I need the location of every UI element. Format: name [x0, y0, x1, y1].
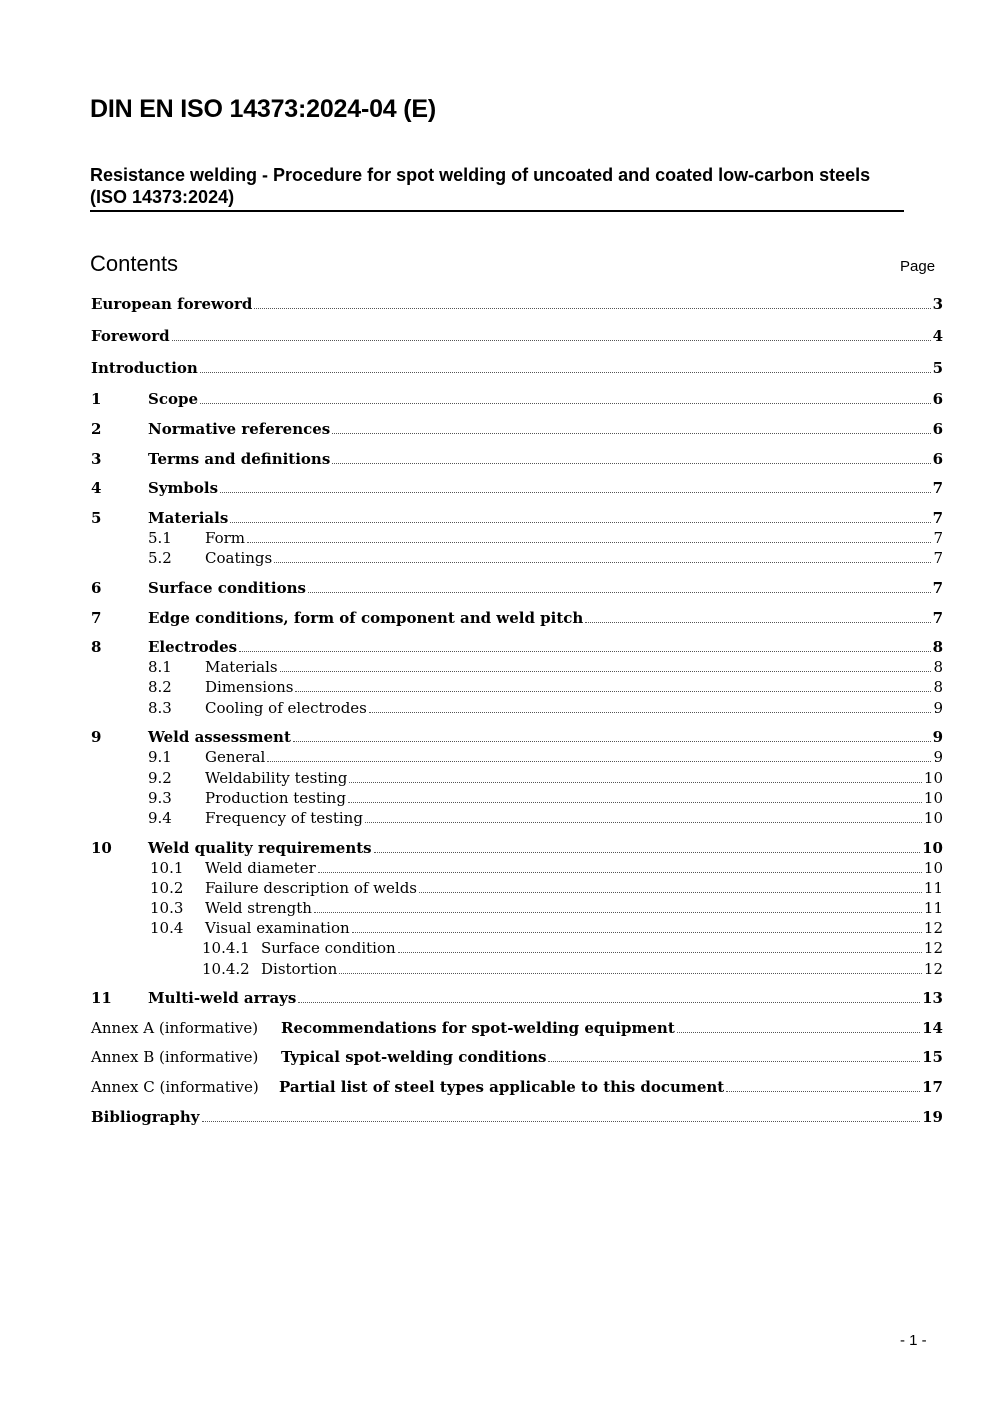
- toc-entry[interactable]: [0, 1018, 992, 1038]
- toc-entry-number: 9: [91, 728, 102, 746]
- toc-leader-dots: [172, 340, 931, 341]
- toc-entry-title: Surface conditions: [148, 579, 306, 597]
- toc-entry-page: 9: [933, 748, 943, 766]
- toc-entry-number: 9.4: [148, 809, 172, 827]
- toc-entry-page: 7: [933, 549, 943, 567]
- toc-entry-title: Weld strength: [205, 899, 312, 917]
- toc-entry-number: 1: [91, 390, 102, 408]
- toc-entry[interactable]: [0, 878, 992, 898]
- toc-entry-title: Materials: [205, 658, 278, 676]
- toc-entry-title: European foreword: [91, 295, 253, 313]
- toc-leader-dots: [254, 308, 930, 309]
- toc-entry-page: 8: [933, 658, 943, 676]
- toc-entry[interactable]: [0, 918, 992, 938]
- toc-entry-title: Materials: [148, 509, 229, 527]
- toc-entry[interactable]: [0, 677, 992, 697]
- toc-entry-page: 8: [932, 638, 943, 656]
- toc-leader-dots: [220, 492, 931, 493]
- toc-entry[interactable]: [0, 858, 992, 878]
- toc-entry-page: 12: [923, 919, 943, 937]
- toc-entry-title: Terms and definitions: [148, 450, 331, 468]
- toc-entry-page: 6: [932, 420, 943, 438]
- toc-leader-dots: [318, 872, 922, 873]
- toc-leader-dots: [293, 741, 931, 742]
- toc-entry-title: Scope: [148, 390, 199, 408]
- toc-entry-page: 6: [932, 450, 943, 468]
- toc-entry-page: 7: [932, 479, 943, 497]
- toc-entry-page: 15: [922, 1048, 943, 1066]
- toc-entry[interactable]: [0, 449, 992, 469]
- toc-entry[interactable]: [0, 1077, 992, 1097]
- toc-entry-title: Surface condition: [261, 939, 396, 957]
- toc-entry[interactable]: [0, 657, 992, 677]
- toc-entry-number: Annex C (informative): [91, 1078, 259, 1096]
- toc-entry-page: 17: [922, 1078, 943, 1096]
- toc-entry-number: Annex A (informative): [91, 1019, 259, 1037]
- toc-leader-dots: [585, 622, 930, 623]
- toc-leader-dots: [332, 433, 930, 434]
- toc-entry[interactable]: [0, 528, 992, 548]
- toc-entry-title: Symbols: [148, 479, 219, 497]
- page-number: - 1 -: [900, 1332, 927, 1349]
- toc-entry[interactable]: [0, 808, 992, 828]
- toc-leader-dots: [274, 562, 931, 563]
- toc-entry-page: 10: [923, 769, 943, 787]
- toc-entry-page: 4: [932, 327, 943, 345]
- toc-entry-title: Introduction: [91, 359, 198, 377]
- toc-entry-number: 9.2: [148, 769, 172, 787]
- toc-entry[interactable]: [0, 608, 992, 628]
- toc-entry-page: 13: [922, 989, 943, 1007]
- toc-entry-number: 8.2: [148, 678, 172, 696]
- toc-entry-title: Dimensions: [205, 678, 294, 696]
- toc-entry-page: 5: [932, 359, 943, 377]
- toc-entry-page: 7: [932, 509, 943, 527]
- toc-entry-title: Partial list of steel types applicable to this document: [279, 1078, 725, 1096]
- toc-entry[interactable]: [0, 578, 992, 598]
- toc-entry-title: Edge conditions, form of component and weld pitch: [148, 609, 584, 627]
- toc-entry-title: Frequency of testing: [205, 809, 363, 827]
- toc-entry-page: 7: [932, 579, 943, 597]
- toc-entry-title: Distortion: [261, 960, 338, 978]
- toc-leader-dots: [230, 522, 930, 523]
- toc-entry[interactable]: [0, 389, 992, 409]
- toc-entry-page: 7: [932, 609, 943, 627]
- toc-entry-title: Foreword: [91, 327, 170, 345]
- toc-entry-number: 10.4: [150, 919, 184, 937]
- toc-leader-dots: [398, 952, 922, 953]
- toc-leader-dots: [200, 372, 931, 373]
- toc-entry-page: 10: [922, 839, 943, 857]
- toc-leader-dots: [295, 691, 931, 692]
- document-subtitle: Resistance welding - Procedure for spot welding of uncoated and coated low-carbon steels (ISO 14373:2024): [90, 164, 904, 212]
- toc-entry[interactable]: [0, 938, 992, 958]
- toc-leader-dots: [314, 912, 922, 913]
- toc-entry-title: Normative references: [148, 420, 331, 438]
- toc-entry[interactable]: [0, 326, 992, 346]
- toc-entry-number: 3: [91, 450, 102, 468]
- toc-entry-title: Form: [205, 529, 246, 547]
- toc-entry-number: 9.3: [148, 789, 172, 807]
- toc-entry-title: Failure description of welds: [205, 879, 417, 897]
- toc-entry[interactable]: [0, 898, 992, 918]
- toc-entry-page: 11: [923, 879, 943, 897]
- toc-entry-number: 9.1: [148, 748, 172, 766]
- toc-leader-dots: [239, 651, 930, 652]
- toc-entry-number: Annex B (informative): [91, 1048, 259, 1066]
- toc-entry-page: 12: [923, 939, 943, 957]
- toc-entry-title: Cooling of electrodes: [205, 699, 367, 717]
- toc-entry-page: 12: [923, 960, 943, 978]
- toc-entry-title: Recommendations for spot-welding equipment: [281, 1019, 675, 1037]
- toc-entry-page: 14: [922, 1019, 943, 1037]
- toc-entry-title: Weld assessment: [148, 728, 291, 746]
- toc-leader-dots: [348, 802, 922, 803]
- toc-entry[interactable]: [0, 1107, 992, 1127]
- toc-leader-dots: [677, 1032, 920, 1033]
- toc-leader-dots: [339, 973, 922, 974]
- toc-entry[interactable]: [0, 637, 992, 657]
- toc-entry[interactable]: [0, 698, 992, 718]
- toc-entry-title: General: [205, 748, 266, 766]
- toc-entry-page: 6: [932, 390, 943, 408]
- toc-entry-page: 11: [923, 899, 943, 917]
- toc-entry[interactable]: [0, 988, 992, 1008]
- toc-leader-dots: [352, 932, 922, 933]
- toc-leader-dots: [349, 782, 922, 783]
- page-column-label: Page: [900, 258, 936, 275]
- toc-entry-number: 7: [91, 609, 102, 627]
- toc-entry[interactable]: [0, 548, 992, 568]
- toc-entry-number: 10.2: [150, 879, 184, 897]
- toc-leader-dots: [548, 1061, 920, 1062]
- toc-entry[interactable]: [0, 788, 992, 808]
- toc-entry-number: 10: [91, 839, 112, 857]
- toc-entry[interactable]: [0, 419, 992, 439]
- toc-entry-title: Visual examination: [205, 919, 350, 937]
- toc-leader-dots: [200, 403, 931, 404]
- toc-entry-title: Weld diameter: [205, 859, 316, 877]
- toc-entry-title: Electrodes: [148, 638, 238, 656]
- toc-leader-dots: [308, 592, 931, 593]
- toc-entry-title: Coatings: [205, 549, 273, 567]
- toc-entry-page: 8: [933, 678, 943, 696]
- toc-entry-title: Production testing: [205, 789, 346, 807]
- toc-entry-number: 4: [91, 479, 102, 497]
- toc-entry-number: 2: [91, 420, 102, 438]
- toc-entry[interactable]: [0, 838, 992, 858]
- toc-entry-title: Weld quality requirements: [148, 839, 372, 857]
- toc-leader-dots: [267, 761, 931, 762]
- contents-heading: Contents: [90, 251, 179, 276]
- toc-entry-page: 7: [933, 529, 943, 547]
- toc-leader-dots: [419, 892, 922, 893]
- toc-entry-page: 9: [932, 728, 943, 746]
- toc-leader-dots: [202, 1121, 921, 1122]
- toc-entry[interactable]: [0, 478, 992, 498]
- toc-entry-title: Weldability testing: [205, 769, 348, 787]
- toc-entry-number: 5: [91, 509, 102, 527]
- toc-entry[interactable]: [0, 294, 992, 314]
- toc-leader-dots: [247, 542, 931, 543]
- toc-entry-title: Multi-weld arrays: [148, 989, 297, 1007]
- toc-entry[interactable]: [0, 959, 992, 979]
- toc-entry-number: 10.4.1: [202, 939, 250, 957]
- toc-entry-number: 5.2: [148, 549, 172, 567]
- toc-leader-dots: [726, 1091, 920, 1092]
- toc-entry-title: Typical spot-welding conditions: [281, 1048, 547, 1066]
- toc-leader-dots: [280, 671, 932, 672]
- toc-leader-dots: [374, 852, 920, 853]
- toc-leader-dots: [298, 1002, 920, 1003]
- toc-entry-number: 6: [91, 579, 102, 597]
- toc-entry-number: 10.1: [150, 859, 184, 877]
- toc-leader-dots: [365, 822, 922, 823]
- toc-entry-page: 10: [923, 859, 943, 877]
- toc-entry-number: 10.3: [150, 899, 184, 917]
- toc-entry-page: 10: [923, 809, 943, 827]
- toc-entry-number: 8: [91, 638, 102, 656]
- toc-entry[interactable]: [0, 358, 992, 378]
- toc-entry-number: 11: [91, 989, 112, 1007]
- toc-entry-page: 3: [932, 295, 943, 313]
- toc-leader-dots: [369, 712, 932, 713]
- toc-leader-dots: [332, 463, 930, 464]
- toc-entry[interactable]: [0, 727, 992, 747]
- toc-entry-number: 8.1: [148, 658, 172, 676]
- document-title: DIN EN ISO 14373:2024-04 (E): [90, 95, 436, 123]
- toc-entry[interactable]: [0, 768, 992, 788]
- toc-entry-page: 10: [923, 789, 943, 807]
- toc-entry-number: 8.3: [148, 699, 172, 717]
- toc-entry-page: 9: [933, 699, 943, 717]
- toc-entry-title: Bibliography: [91, 1108, 200, 1126]
- toc-entry[interactable]: [0, 508, 992, 528]
- toc-entry-number: 5.1: [148, 529, 172, 547]
- toc-entry-number: 10.4.2: [202, 960, 250, 978]
- toc-entry[interactable]: [0, 1047, 992, 1067]
- toc-entry[interactable]: [0, 747, 992, 767]
- toc-entry-page: 19: [922, 1108, 943, 1126]
